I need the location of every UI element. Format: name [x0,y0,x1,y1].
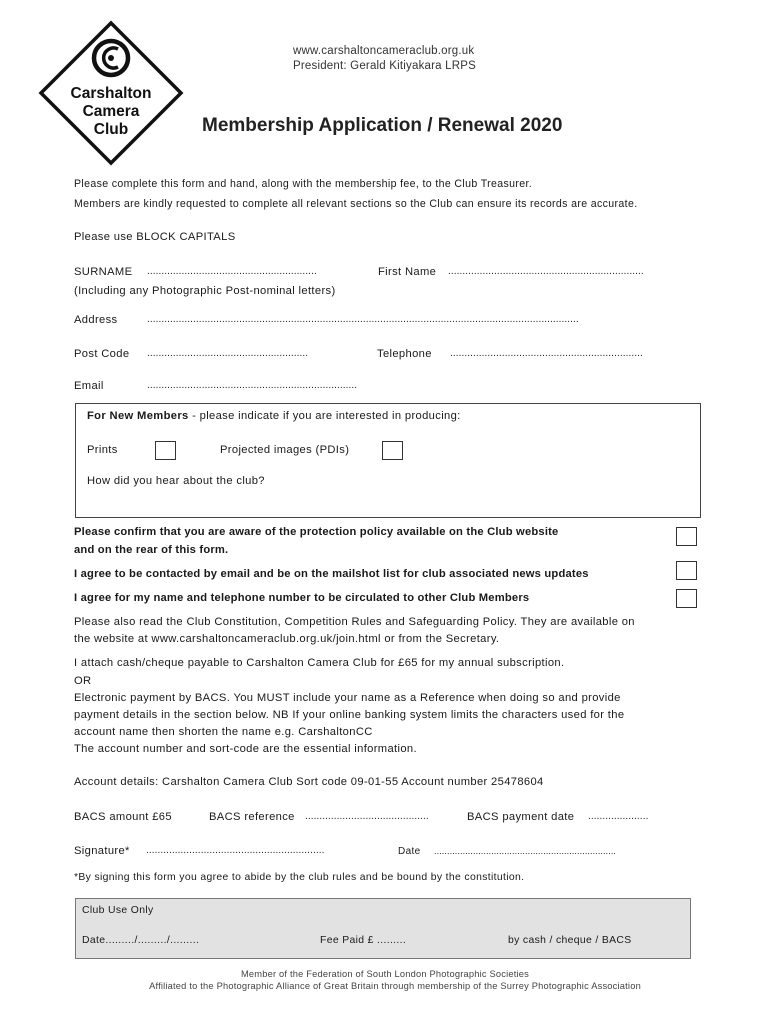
pdi-checkbox[interactable] [382,441,403,460]
logo-line-1: Carshalton [70,85,152,102]
postnominal-note: (Including any Photographic Post-nominal letters) [74,285,336,297]
read-rules-line-1: Please also read the Club Constitution, Competition Rules and Safeguarding Policy. They are available on [74,616,635,628]
surname-label: SURNAME [74,266,133,278]
postcode-label: Post Code [74,348,130,360]
payment-or: OR [74,675,92,687]
account-details: Account details: Carshalton Camera Club Sort code 09-01-55 Account number 25478604 [74,776,544,788]
signature-field[interactable]: .............................................................. [146,845,325,856]
signature-date-label: Date [398,846,421,857]
club-use-heading: Club Use Only [82,905,154,916]
telephone-field[interactable]: ................................................................... [450,348,643,359]
club-logo [38,20,184,166]
logo-line-2: Camera [82,103,140,120]
logo-diamond [38,20,184,166]
bacs-reference-field[interactable]: ........................................... [305,811,429,822]
footer-line-2: Affiliated to the Photographic Alliance of Great Britain through membership of the Surrey Photographic Association [149,981,641,991]
protection-policy-line-1: Please confirm that you are aware of the protection policy available on the Club website [74,526,559,538]
bacs-line-2: payment details in the section below. NB If your online banking system limits the characters used for the [74,709,625,721]
name-consent-label: I agree for my name and telephone number to be circulated to other Club Members [74,592,530,604]
footer-line-1: Member of the Federation of South London Photographic Societies [240,969,530,979]
bacs-line-3: account name then shorten the name e.g. CarshaltonCC [74,726,373,738]
email-consent-label: I agree to be contacted by email and be on the mailshot list for club associated news updates [74,568,589,580]
name-consent-checkbox[interactable] [676,589,697,608]
intro-line-2: Members are kindly requested to complete all relevant sections so the Club can ensure its records are accurate. [74,198,638,210]
surname-field[interactable]: ........................................................... [147,266,317,277]
bacs-line-1: Electronic payment by BACS. You MUST include your name as a Reference when doing so and provide [74,692,621,704]
intro-line-1: Please complete this form and hand, along with the membership fee, to the Club Treasurer. [74,178,533,190]
email-consent-checkbox[interactable] [676,561,697,580]
hear-about-label: How did you hear about the club? [87,475,265,487]
page-title: Membership Application / Renewal 2020 [202,115,563,136]
protection-policy-line-2: and on the rear of this form. [74,544,229,556]
club-use-method: by cash / cheque / BACS [508,935,632,946]
signature-label: Signature* [74,845,130,857]
bacs-amount: BACS amount £65 [74,811,172,823]
prints-label: Prints [87,444,118,456]
club-use-box [75,898,691,959]
new-members-heading-rest: - please indicate if you are interested in producing: [188,410,461,422]
bacs-line-4: The account number and sort-code are the essential information. [74,743,417,755]
address-field[interactable]: ...................................................................................................................................................... [147,314,579,325]
new-members-heading-bold: For New Members [87,410,189,422]
prints-checkbox[interactable] [155,441,176,460]
address-label: Address [74,314,118,326]
new-members-heading [87,410,461,422]
email-label: Email [74,380,104,392]
protection-policy-checkbox[interactable] [676,527,697,546]
bacs-reference-label: BACS reference [209,811,295,823]
club-use-date: Date........./........./......... [82,935,200,946]
read-rules-line-2: the website at www.carshaltoncameraclub.org.uk/join.html or from the Secretary. [74,633,500,645]
bacs-date-label: BACS payment date [467,811,575,823]
logo-line-3: Club [93,121,129,138]
club-website: www.carshaltoncameraclub.org.uk [293,45,475,57]
signature-date-field[interactable]: ...................................................................... [434,846,617,856]
firstname-field[interactable]: .................................................................... [448,266,644,277]
club-president: President: Gerald Kitiyakara LRPS [293,60,477,72]
postcode-field[interactable]: ........................................................ [147,348,309,359]
club-use-fee: Fee Paid £ ......... [320,935,407,946]
payment-line-1: I attach cash/cheque payable to Carshalton Camera Club for £65 for my annual subscription. [74,657,565,669]
block-capitals-note: Please use BLOCK CAPITALS [74,231,236,243]
firstname-label: First Name [378,266,437,278]
pdi-label: Projected images (PDIs) [220,444,350,456]
signature-note: *By signing this form you agree to abide by the club rules and be bound by the constitution. [74,872,525,883]
bacs-date-field[interactable]: ..................... [588,811,649,822]
telephone-label: Telephone [377,348,432,360]
email-field[interactable]: ......................................................................... [147,380,358,391]
